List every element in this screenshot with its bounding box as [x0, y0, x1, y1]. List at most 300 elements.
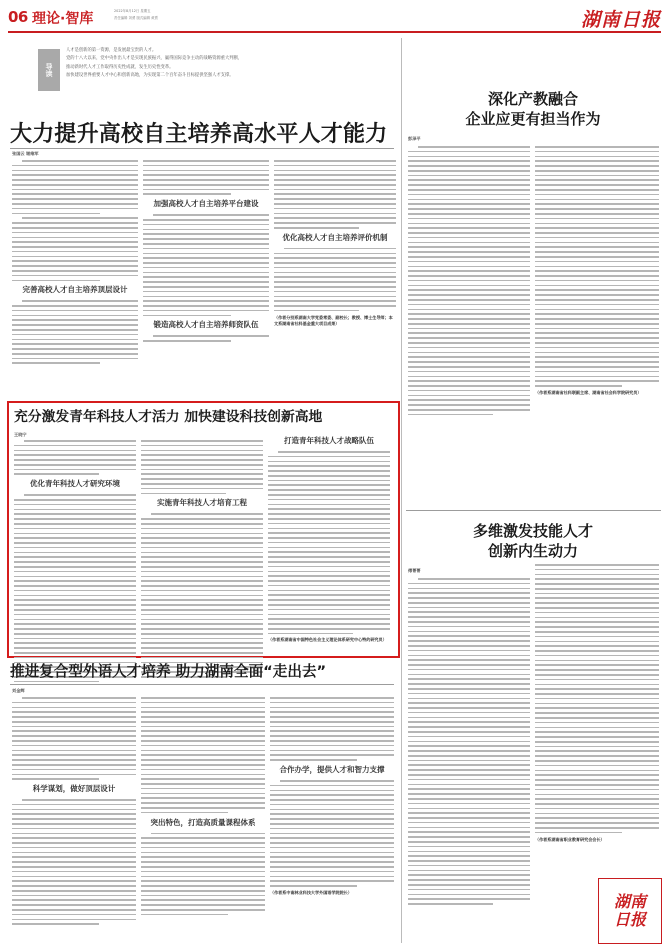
body-text-line: [14, 469, 136, 471]
body-text-line: [12, 165, 138, 167]
subheading: 打造青年科技人才战略队伍: [284, 436, 374, 445]
logo-text-bottom: 日报: [613, 910, 646, 929]
body-text-line: [12, 702, 136, 704]
body-text-line: [408, 774, 530, 776]
headline-industry-line1: 深化产教融合: [487, 90, 578, 108]
body-text-line: [143, 189, 269, 191]
body-text-line: [143, 184, 269, 186]
body-text-line: [408, 817, 530, 819]
body-text-line: [270, 847, 394, 849]
body-text-line: [408, 342, 530, 344]
body-text-line: [535, 655, 659, 657]
body-text-line: [535, 199, 659, 201]
byline: 刘金辉: [12, 688, 25, 693]
body-text-line: [535, 774, 659, 776]
body-text-line: [141, 721, 265, 723]
body-text-line: [535, 736, 659, 738]
body-text-line: [141, 647, 263, 649]
body-text-line: [12, 856, 136, 858]
body-text-line: [268, 508, 390, 510]
body-text-line: [274, 300, 396, 302]
body-text-line: [12, 754, 136, 756]
body-text-line: [270, 861, 394, 863]
body-text-line: [141, 711, 265, 713]
body-text-line: [268, 518, 390, 520]
body-text-line: [12, 847, 136, 849]
lead-line: 党的十八大以来，党中央作出人才是实现民族振兴、赢得国际竞争主动的战略资源重大判断，: [66, 56, 243, 62]
body-text-line: [270, 790, 394, 792]
body-text-line: [12, 740, 136, 742]
body-text-line: [141, 895, 265, 897]
body-text-line: [143, 165, 269, 167]
body-text-line: [408, 831, 530, 833]
body-text-line: [408, 683, 530, 685]
body-text-line: [14, 473, 99, 475]
body-text-line: [143, 272, 269, 274]
body-text-line: [141, 483, 263, 485]
byline: 彭泽平: [408, 136, 421, 141]
subheading: 优化青年科技人才研究环境: [30, 479, 120, 489]
body-text-line: [408, 313, 530, 315]
page-number: 06: [8, 8, 28, 26]
body-text-line: [535, 170, 659, 172]
body-text-line: [268, 523, 390, 525]
body-text-line: [12, 275, 138, 277]
body-text-line: [143, 291, 269, 293]
body-text-line: [12, 198, 138, 200]
logo-text-top: 湖南: [613, 892, 646, 911]
body-text-line: [141, 783, 265, 785]
body-text-line: [268, 571, 390, 573]
body-text-line: [408, 361, 530, 363]
divider: [406, 510, 661, 511]
headline-youth: 充分激发青年科技人才活力 加快建设科技创新高地: [14, 409, 323, 425]
body-text-line: [408, 385, 530, 387]
body-text-line: [141, 454, 263, 456]
body-text-line: [535, 607, 659, 609]
body-text-line: [270, 716, 394, 718]
body-text-line: [408, 898, 530, 900]
body-text-line: [270, 837, 394, 839]
body-text-line: [268, 461, 390, 463]
body-text-line: [14, 623, 136, 625]
brand-logo: 湖南日报: [580, 9, 661, 31]
body-text-line: [408, 702, 530, 704]
body-text-line: [535, 352, 659, 354]
body-text-line: [143, 179, 269, 181]
subheading: 加强高校人才自主培养平台建设: [153, 199, 259, 209]
body-text-line: [141, 861, 265, 863]
body-text-line: [408, 674, 530, 676]
body-text-line: [535, 703, 659, 705]
body-text-line: [408, 836, 530, 838]
article-column: [535, 146, 659, 396]
body-text-line: [408, 870, 530, 872]
article-column: [268, 432, 390, 643]
body-text-line: [12, 189, 138, 191]
body-text-line: [151, 833, 265, 835]
body-text-line: [535, 688, 659, 690]
body-text-line: [12, 174, 138, 176]
body-text-line: [141, 561, 263, 563]
body-text-line: [535, 641, 659, 643]
body-text-line: [141, 778, 265, 780]
body-text-line: [408, 731, 530, 733]
body-text-line: [270, 730, 394, 732]
masthead: [8, 7, 661, 29]
body-text-line: [141, 580, 263, 582]
body-text-line: [408, 280, 530, 282]
article-column: [143, 160, 269, 345]
body-text-line: [12, 193, 138, 195]
body-text-line: [274, 198, 396, 200]
date-line: 2022年8月12日 星期五: [114, 9, 151, 13]
body-text-line: [143, 262, 269, 264]
body-text-line: [535, 309, 659, 311]
body-text-line: [535, 332, 659, 334]
body-text-line: [535, 337, 659, 339]
body-text-line: [274, 160, 396, 162]
body-text-line: [12, 721, 136, 723]
body-text-line: [141, 450, 263, 452]
body-text-line: [268, 528, 390, 530]
body-text-line: [268, 604, 390, 606]
body-text-line: [274, 253, 396, 255]
body-text-line: [274, 222, 396, 224]
body-text-line: [408, 404, 530, 406]
body-text-line: [141, 469, 263, 471]
body-text-line: [535, 208, 659, 210]
body-text-line: [12, 315, 138, 317]
body-text-line: [14, 576, 136, 578]
body-text-line: [274, 213, 396, 215]
body-text-line: [24, 440, 136, 442]
body-text-line: [535, 597, 659, 599]
body-text-line: [143, 300, 269, 302]
subheading: 实施青年科技人才培育工程: [157, 498, 247, 508]
body-text-line: [12, 319, 138, 321]
body-text-line: [12, 270, 138, 272]
body-text-line: [12, 871, 136, 873]
body-text-line: [408, 409, 530, 411]
lead-text: [66, 47, 386, 80]
body-text-line: [270, 702, 394, 704]
body-text-line: [408, 645, 530, 647]
body-text-line: [143, 248, 269, 250]
body-text-line: [143, 193, 231, 195]
body-text-line: [408, 179, 530, 181]
body-text-line: [14, 619, 136, 621]
body-text-line: [408, 698, 530, 700]
body-text-line: [12, 804, 136, 806]
body-text-line: [408, 631, 530, 633]
body-text-line: [14, 542, 136, 544]
body-text-line: [141, 473, 263, 475]
body-text-line: [14, 454, 136, 456]
body-text-line: [141, 537, 263, 539]
body-text-line: [14, 509, 136, 511]
body-text-line: [418, 146, 530, 148]
body-text-line: [408, 304, 530, 306]
body-text-line: [535, 318, 659, 320]
body-text-line: [141, 614, 263, 616]
body-text-line: [14, 450, 136, 452]
body-text-line: [141, 571, 263, 573]
body-text-line: [408, 199, 530, 201]
body-text-line: [535, 750, 659, 752]
body-text-line: [12, 809, 136, 811]
body-text-line: [408, 894, 530, 896]
body-text-line: [141, 652, 263, 654]
body-text-line: [408, 688, 530, 690]
body-text-line: [141, 657, 263, 659]
body-text-line: [14, 642, 136, 644]
body-text-line: [535, 755, 659, 757]
body-text-line: [535, 626, 659, 628]
body-text-line: [141, 595, 263, 597]
body-text-line: [408, 784, 530, 786]
body-text-line: [268, 628, 390, 630]
body-text-line: [141, 609, 263, 611]
body-text-line: [270, 823, 394, 825]
body-text-line: [12, 358, 138, 360]
body-text-line: [143, 229, 269, 231]
body-text-line: [535, 356, 659, 358]
body-text-line: [408, 611, 530, 613]
subheading: 科学谋划，做好顶层设计: [32, 784, 116, 794]
body-text-line: [408, 798, 530, 800]
body-text-line: [408, 151, 530, 153]
body-text-line: [12, 842, 136, 844]
body-text-line: [535, 707, 659, 709]
body-text-line: [408, 156, 530, 158]
body-text-line: [270, 735, 394, 737]
body-text-line: [408, 323, 530, 325]
body-text-line: [408, 769, 530, 771]
body-text-line: [12, 324, 138, 326]
body-text-line: [408, 189, 530, 191]
body-text-line: [274, 272, 396, 274]
headline-higher-ed: 大力提升高校自主培养高水平人才能力: [10, 122, 388, 147]
body-text-line: [535, 160, 659, 162]
body-text-line: [408, 860, 530, 862]
body-text-line: [141, 552, 263, 554]
body-text-line: [141, 745, 265, 747]
body-text-line: [408, 607, 530, 609]
body-text-line: [12, 707, 136, 709]
body-text-line: [141, 707, 265, 709]
body-text-line: [14, 504, 136, 506]
author-note: （作者系湖南省中国特色社会主义理论体系研究中心特约研究员）: [268, 637, 387, 643]
body-text-line: [12, 310, 138, 312]
body-text-line: [535, 270, 659, 272]
body-text-line: [141, 633, 263, 635]
body-text-line: [141, 566, 263, 568]
body-text-line: [12, 909, 136, 911]
body-text-line: [14, 537, 136, 539]
body-text-line: [408, 194, 530, 196]
body-text-line: [268, 633, 353, 635]
body-text-line: [535, 650, 659, 652]
body-text-line: [12, 348, 138, 350]
article-column: [274, 160, 396, 327]
body-text-line: [268, 489, 390, 491]
byline: 张国云 谢维军: [12, 151, 39, 156]
body-text-line: [535, 232, 659, 234]
author-note: （作者分别系湖南大学党委常委、副校长；教授、博士生导师；本文系湖南省社科基金重大项目成果）: [274, 314, 393, 326]
body-text-line: [14, 604, 136, 606]
body-text-line: [408, 726, 530, 728]
body-text-line: [535, 784, 659, 786]
body-text-line: [274, 262, 396, 264]
article-column: [408, 146, 530, 419]
body-text-line: [12, 227, 138, 229]
body-text-line: [535, 770, 659, 772]
body-text-line: [14, 657, 136, 659]
body-text-line: [408, 352, 530, 354]
body-text-line: [268, 465, 390, 467]
body-text-line: [12, 265, 138, 267]
body-text-line: [274, 184, 396, 186]
body-text-line: [408, 659, 530, 661]
body-text-line: [12, 833, 136, 835]
body-text-line: [408, 841, 530, 843]
body-text-line: [268, 470, 390, 472]
body-text-line: [274, 189, 396, 191]
body-text-line: [268, 618, 390, 620]
body-text-line: [143, 233, 269, 235]
body-text-line: [535, 342, 659, 344]
body-text-line: [535, 347, 659, 349]
body-text-line: [535, 275, 659, 277]
body-text-line: [14, 464, 136, 466]
body-text-line: [535, 376, 659, 378]
body-text-line: [268, 590, 390, 592]
body-text-line: [141, 764, 265, 766]
body-text-line: [535, 794, 659, 796]
body-text-line: [14, 556, 136, 558]
body-text-line: [270, 880, 394, 882]
body-text-line: [12, 241, 138, 243]
headline-innovation-line2: 创新内生动力: [487, 542, 578, 560]
body-text-line: [22, 697, 136, 699]
body-text-line: [268, 499, 390, 501]
body-text-line: [535, 569, 659, 571]
body-text-line: [408, 750, 530, 752]
body-text-line: [408, 741, 530, 743]
body-text-line: [535, 194, 659, 196]
body-text-line: [141, 797, 265, 799]
body-text-line: [12, 919, 136, 921]
body-text-line: [14, 547, 136, 549]
body-text-line: [268, 614, 390, 616]
body-text-line: [141, 750, 265, 752]
body-text-line: [408, 879, 530, 881]
body-text-line: [535, 574, 659, 576]
body-text-line: [274, 174, 396, 176]
body-text-line: [408, 213, 530, 215]
body-text-line: [408, 266, 530, 268]
body-text-line: [14, 633, 136, 635]
body-text-line: [151, 513, 263, 515]
body-text-line: [143, 253, 269, 255]
body-text-line: [268, 575, 390, 577]
body-text-line: [143, 286, 269, 288]
body-text-line: [141, 837, 265, 839]
body-text-line: [268, 623, 390, 625]
body-text-line: [408, 693, 530, 695]
body-text-line: [535, 294, 659, 296]
body-text-line: [143, 170, 269, 172]
body-text-line: [408, 366, 530, 368]
body-text-line: [268, 504, 390, 506]
body-text-line: [535, 660, 659, 662]
body-text-line: [535, 684, 659, 686]
body-text-line: [408, 621, 530, 623]
body-text-line: [12, 774, 136, 776]
body-text-line: [12, 735, 136, 737]
body-text-line: [535, 313, 659, 315]
body-text-line: [141, 599, 263, 601]
body-text-line: [408, 669, 530, 671]
body-text-line: [141, 464, 263, 466]
body-text-line: [408, 237, 530, 239]
body-text-line: [535, 760, 659, 762]
body-text-line: [408, 299, 530, 301]
body-text-line: [12, 256, 138, 258]
body-text-line: [14, 595, 136, 597]
body-text-line: [141, 523, 263, 525]
body-text-line: [268, 494, 390, 496]
body-text-line: [141, 866, 265, 868]
body-text-line: [268, 566, 390, 568]
body-text-line: [408, 328, 530, 330]
body-text-line: [408, 707, 530, 709]
body-text-line: [535, 223, 659, 225]
body-text-line: [274, 179, 396, 181]
body-text-line: [141, 899, 265, 901]
body-text-line: [12, 334, 138, 336]
body-text-line: [535, 741, 659, 743]
body-text-line: [408, 347, 530, 349]
body-text-line: [270, 852, 394, 854]
body-text-line: [408, 376, 530, 378]
body-text-line: [274, 208, 396, 210]
body-text-line: [408, 399, 530, 401]
body-text-line: [535, 289, 659, 291]
body-text-line: [408, 160, 530, 162]
body-text-line: [270, 740, 394, 742]
body-text-line: [535, 717, 659, 719]
subheading: 完善高校人才自主培养顶层设计: [22, 285, 128, 295]
body-text-line: [268, 475, 390, 477]
body-text-line: [143, 315, 231, 317]
body-text-line: [141, 730, 265, 732]
body-text-line: [408, 760, 530, 762]
body-text-line: [408, 855, 530, 857]
body-text-line: [535, 698, 659, 700]
body-text-line: [274, 310, 359, 312]
body-text-line: [408, 289, 530, 291]
body-text-line: [12, 750, 136, 752]
body-text-line: [12, 861, 136, 863]
body-text-line: [270, 804, 394, 806]
body-text-line: [408, 318, 530, 320]
masthead-rule: [8, 31, 661, 33]
article-column: [141, 697, 265, 919]
body-text-line: [141, 459, 263, 461]
body-text-line: [408, 588, 530, 590]
